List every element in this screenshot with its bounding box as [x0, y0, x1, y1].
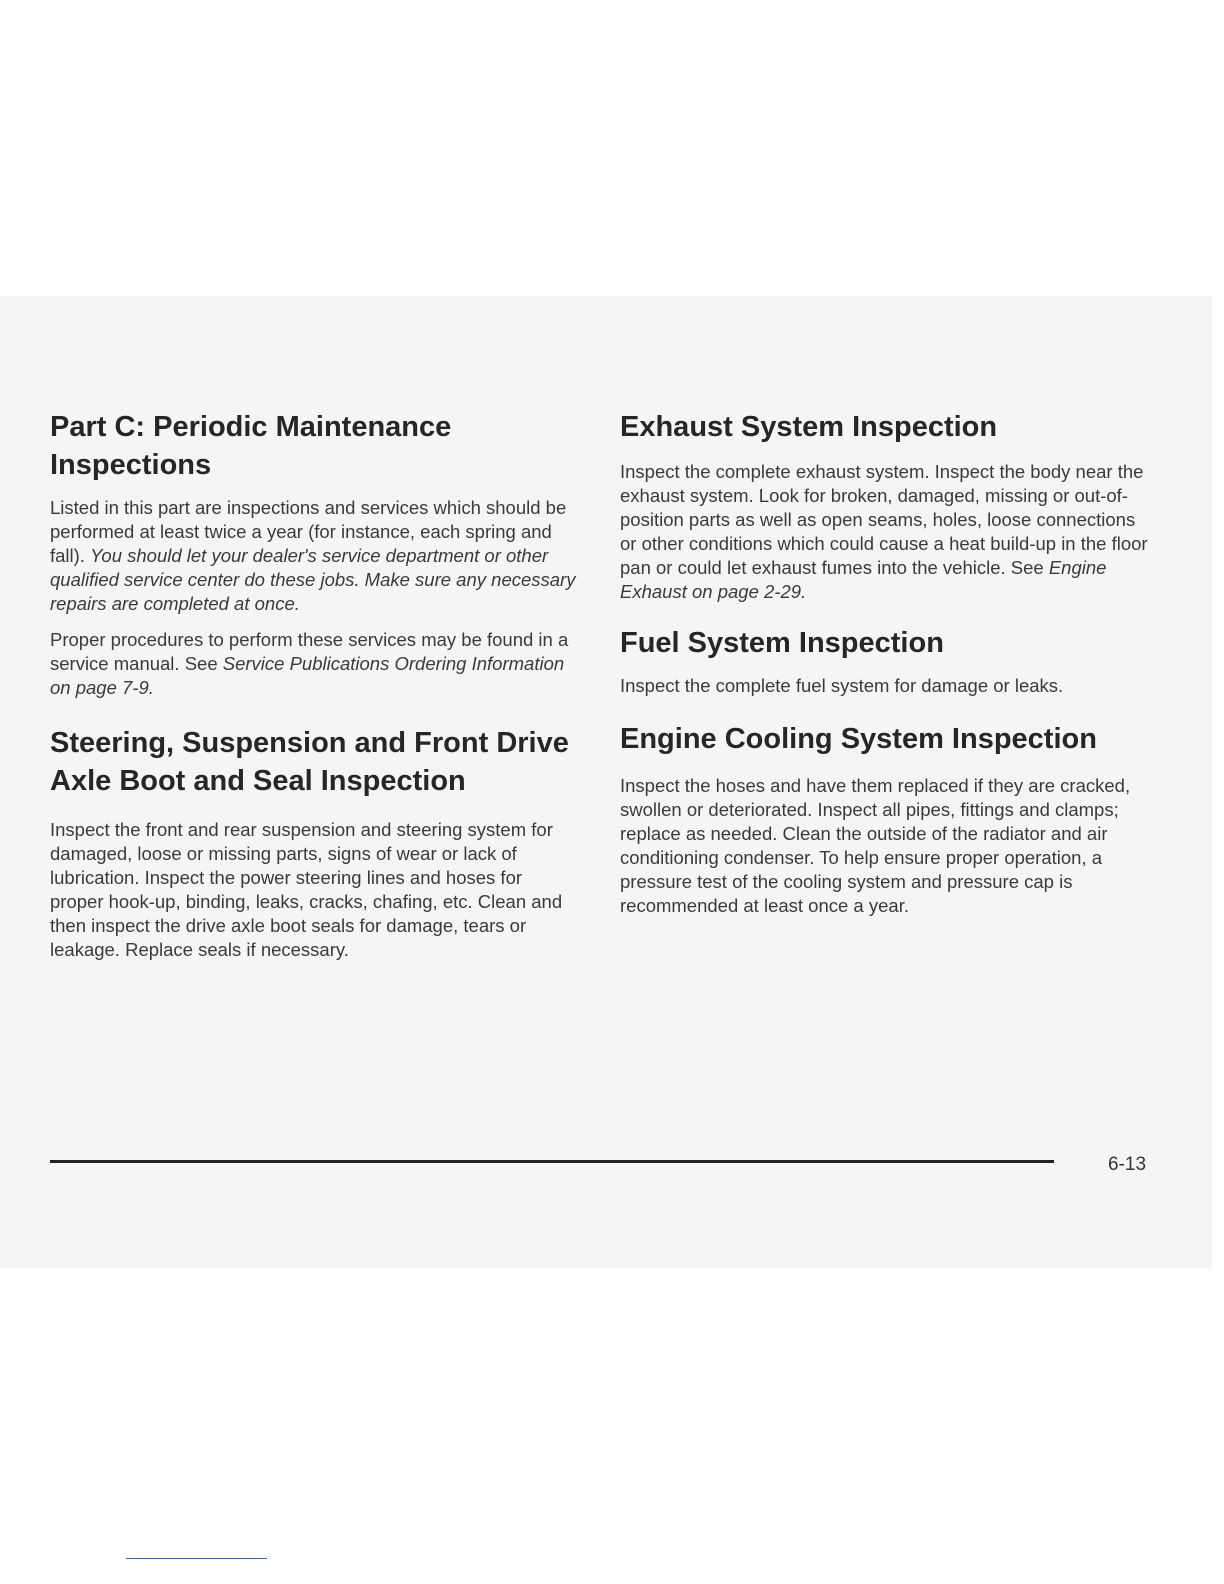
page-number: 6-13: [1108, 1154, 1147, 1175]
procedures-reference: Service Publications Ordering Information on page 7-9.: [50, 653, 565, 698]
steering-heading: Steering, Suspension and Front Drive Axle Boot and Seal Inspection: [50, 727, 569, 797]
right-column: [620, 408, 1150, 918]
cooling-paragraph: Inspect the hoses and have them replaced if they are cracked, swollen or deteriorated. Inspect all pipes, fittings and clamps; replace as needed. Clean the outside of the radiator and air conditioning condenser. To help ensure proper operation, a pressure test of the cooling system and pressure cap is recommended at least once a year.: [620, 775, 1131, 916]
exhaust-text: Inspect the complete exhaust system. Inspect the body near the exhaust system. Look for broken, damaged, missing or out-of-position parts as well as open seams, holes, loose connections or other conditions which could cause a heat build-up in the floor pan or could let exhaust fumes into the vehicle. See: [620, 461, 1148, 578]
fuel-paragraph: Inspect the complete fuel system for damage or leaks.: [620, 675, 1064, 696]
cooling-heading: Engine Cooling System Inspection: [620, 723, 1097, 755]
steering-paragraph: Inspect the front and rear suspension and steering system for damaged, loose or missing parts, signs of wear or lack of lubrication. Inspect the power steering lines and hoses for proper hook-up, binding, leaks, cracks, chafing, etc. Clean and then inspect the drive axle boot seals for damage, tears or leakage. Replace seals if necessary.: [50, 819, 563, 960]
left-column: [50, 408, 580, 962]
fuel-heading: Fuel System Inspection: [620, 627, 944, 659]
exhaust-heading: Exhaust System Inspection: [620, 411, 998, 443]
part-c-heading: Part C: Periodic Maintenance Inspections: [50, 411, 452, 481]
part-c-intro-paragraph: [50, 496, 580, 616]
part-c-intro-text: Listed in this part are inspections and services which should be performed at least twice a year (for instance, each spring and fall).: [50, 497, 567, 566]
bottom-divider: [126, 1558, 267, 1559]
exhaust-paragraph: [620, 460, 1150, 604]
exhaust-reference: Engine Exhaust on page 2-29.: [620, 557, 1107, 602]
procedures-paragraph: [50, 628, 580, 700]
procedures-text: Proper procedures to perform these services may be found in a service manual. See: [50, 629, 569, 674]
part-c-intro-italic: You should let your dealer's service department or other qualified service center do these jobs. Make sure any necessary repairs are completed at once.: [50, 545, 576, 614]
footer-rule: [50, 1160, 1054, 1163]
